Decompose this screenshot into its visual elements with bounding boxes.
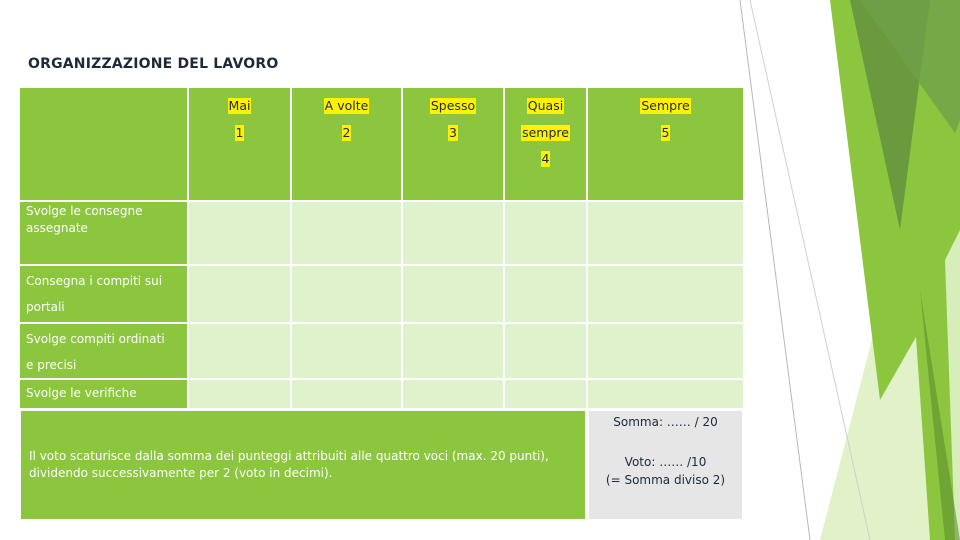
header-spesso-score: 3 (449, 125, 457, 140)
footer-score-cell (588, 410, 743, 520)
score-cell[interactable] (505, 324, 586, 378)
score-cell[interactable] (292, 202, 401, 264)
footer-note-cell (20, 410, 586, 520)
header-a-volte (292, 88, 401, 200)
header-sempre-label: sempre (522, 125, 569, 140)
header-a-volte-score: 2 (342, 125, 351, 140)
header-quasi-sempre-score: 4 (541, 151, 550, 166)
score-cell[interactable] (189, 266, 290, 322)
decorative-triangles (730, 0, 960, 540)
header-a-volte-label: A volte (324, 98, 369, 113)
header-mai (189, 88, 290, 200)
header-spesso (403, 88, 503, 200)
footer-somma: Somma: …… / 20 (613, 415, 718, 429)
row-label-consegne-text: Svolge le consegne assegnate (26, 204, 143, 235)
score-cell[interactable] (189, 202, 290, 264)
row-label-consegne (20, 202, 187, 264)
score-cell[interactable] (189, 324, 290, 378)
score-cell[interactable] (588, 202, 743, 264)
header-quasi-label: Quasi (527, 98, 564, 113)
score-cell[interactable] (505, 266, 586, 322)
header-corner-cell (20, 88, 187, 200)
header-spesso-label: Spesso (430, 98, 476, 113)
score-cell[interactable] (403, 324, 503, 378)
row-label-ordinati (20, 324, 187, 378)
header-sempre-score: 5 (661, 125, 670, 140)
score-cell[interactable] (588, 324, 743, 378)
evaluation-table (20, 88, 745, 520)
score-cell[interactable] (588, 380, 743, 408)
row-label-portali (20, 266, 187, 322)
page-title: ORGANIZZAZIONE DEL LAVORO (28, 56, 279, 72)
score-cell[interactable] (189, 380, 290, 408)
score-cell[interactable] (292, 380, 401, 408)
score-cell[interactable] (403, 266, 503, 322)
row-label-ordinati-line1: Svolge compiti ordinati (26, 332, 165, 346)
row-label-ordinati-line2: e precisi (26, 358, 77, 372)
row-label-portali-line1: Consegna i compiti sui (26, 274, 163, 288)
score-cell[interactable] (588, 266, 743, 322)
score-cell[interactable] (505, 202, 586, 264)
score-cell[interactable] (292, 324, 401, 378)
footer-voto: Voto: …… /10 (624, 455, 707, 469)
row-label-verifiche-text: Svolge le verifiche (26, 386, 137, 400)
score-cell[interactable] (403, 202, 503, 264)
header-mai-label: Mai (228, 98, 251, 113)
footer-note: Il voto scaturisce dalla somma dei punteggi attribuiti alle quattro voci (max. 20 punti), dividendo successivamente per 2 (voto in decimi). (29, 449, 549, 480)
row-label-verifiche (20, 380, 187, 408)
footer-voto-sub: (= Somma diviso 2) (605, 473, 726, 487)
header-mai-score: 1 (235, 125, 244, 140)
header-sempre-col-label: Sempre (641, 98, 690, 113)
row-label-portali-line2: portali (26, 300, 65, 314)
score-cell[interactable] (292, 266, 401, 322)
score-cell[interactable] (403, 380, 503, 408)
header-quasi-sempre (505, 88, 586, 200)
header-sempre (588, 88, 743, 200)
score-cell[interactable] (505, 380, 586, 408)
